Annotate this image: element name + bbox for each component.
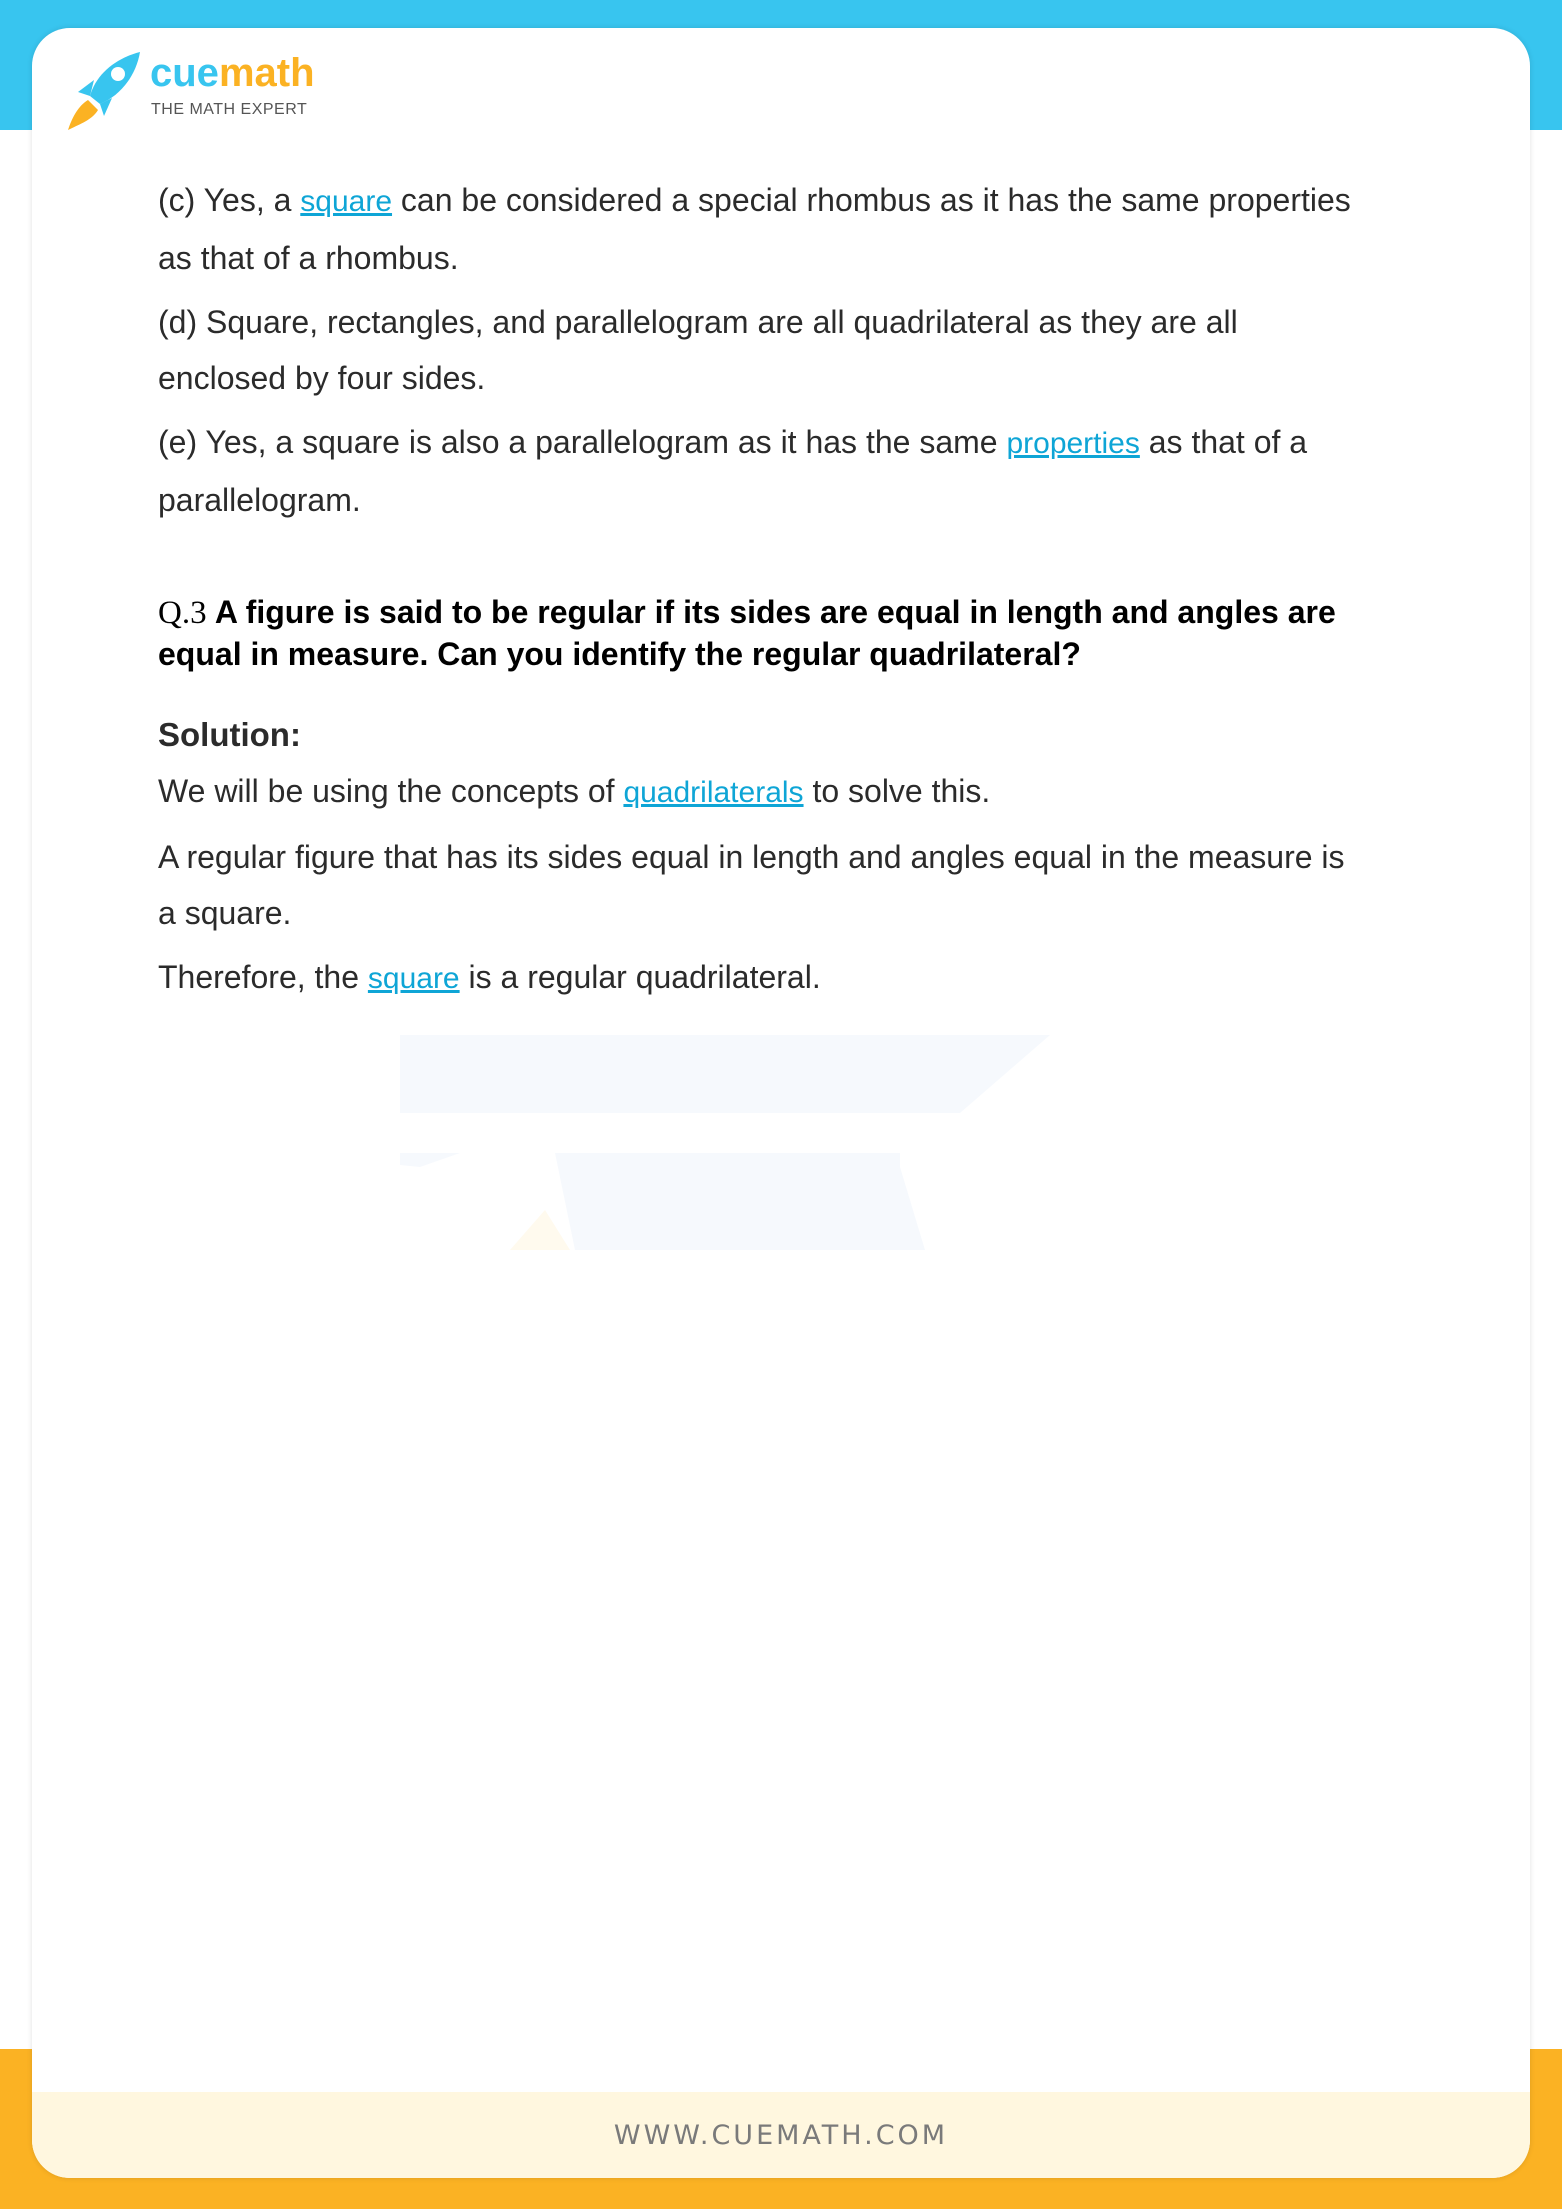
answer-e	[158, 414, 1358, 528]
solution-line-1-text: We will be using the concepts of	[158, 773, 624, 809]
cuemath-logo	[56, 44, 356, 134]
brand-name	[150, 53, 315, 93]
solution-heading: Solution:	[158, 716, 301, 753]
answer-e-text-end: as that of a parallelogram.	[158, 424, 1308, 518]
answer-c	[158, 172, 1358, 286]
watermark-logo	[360, 1005, 1060, 1255]
brand-cue: cue	[150, 51, 219, 95]
solution-line-3-text: Therefore, the	[158, 959, 368, 995]
link-properties[interactable]: properties	[1006, 427, 1140, 460]
answer-c-text: (c) Yes, a	[158, 182, 301, 218]
solution-line-1-text-end: to solve this.	[803, 773, 991, 809]
answer-d: (d) Square, rectangles, and parallelogram are all quadrilateral as they are all enclosed by four sides.	[158, 304, 1238, 396]
answer-c-text-end: can be considered a special rhombus as it has the same properties as that of a rhombus.	[158, 182, 1351, 276]
solution-line-3-text-end: is a regular quadrilateral.	[459, 959, 821, 995]
answer-e-text: (e) Yes, a square is also a parallelogram as it has the same	[158, 424, 1007, 460]
rocket-icon	[56, 44, 148, 134]
brand-math: math	[218, 51, 315, 95]
question-text: A figure is said to be regular if its sides are equal in length and angles are equal in measure. Can you identify the regular quadrilateral?	[158, 594, 1336, 672]
solution-line-1	[158, 763, 1358, 821]
document-body	[158, 172, 1358, 1015]
solution-line-3	[158, 949, 1358, 1007]
footer-url: WWW.CUEMATH.COM	[613, 2120, 949, 2151]
link-square-2[interactable]: square	[367, 962, 460, 995]
page-footer	[32, 2092, 1530, 2178]
question-3	[158, 592, 1358, 675]
solution-line-2: A regular figure that has its sides equal in length and angles equal in the measure is a square.	[158, 839, 1345, 931]
link-quadrilaterals[interactable]: quadrilaterals	[623, 776, 804, 809]
question-number: Q.3	[158, 595, 215, 631]
brand-tagline: THE MATH EXPERT	[151, 101, 308, 118]
link-square[interactable]: square	[300, 185, 393, 218]
